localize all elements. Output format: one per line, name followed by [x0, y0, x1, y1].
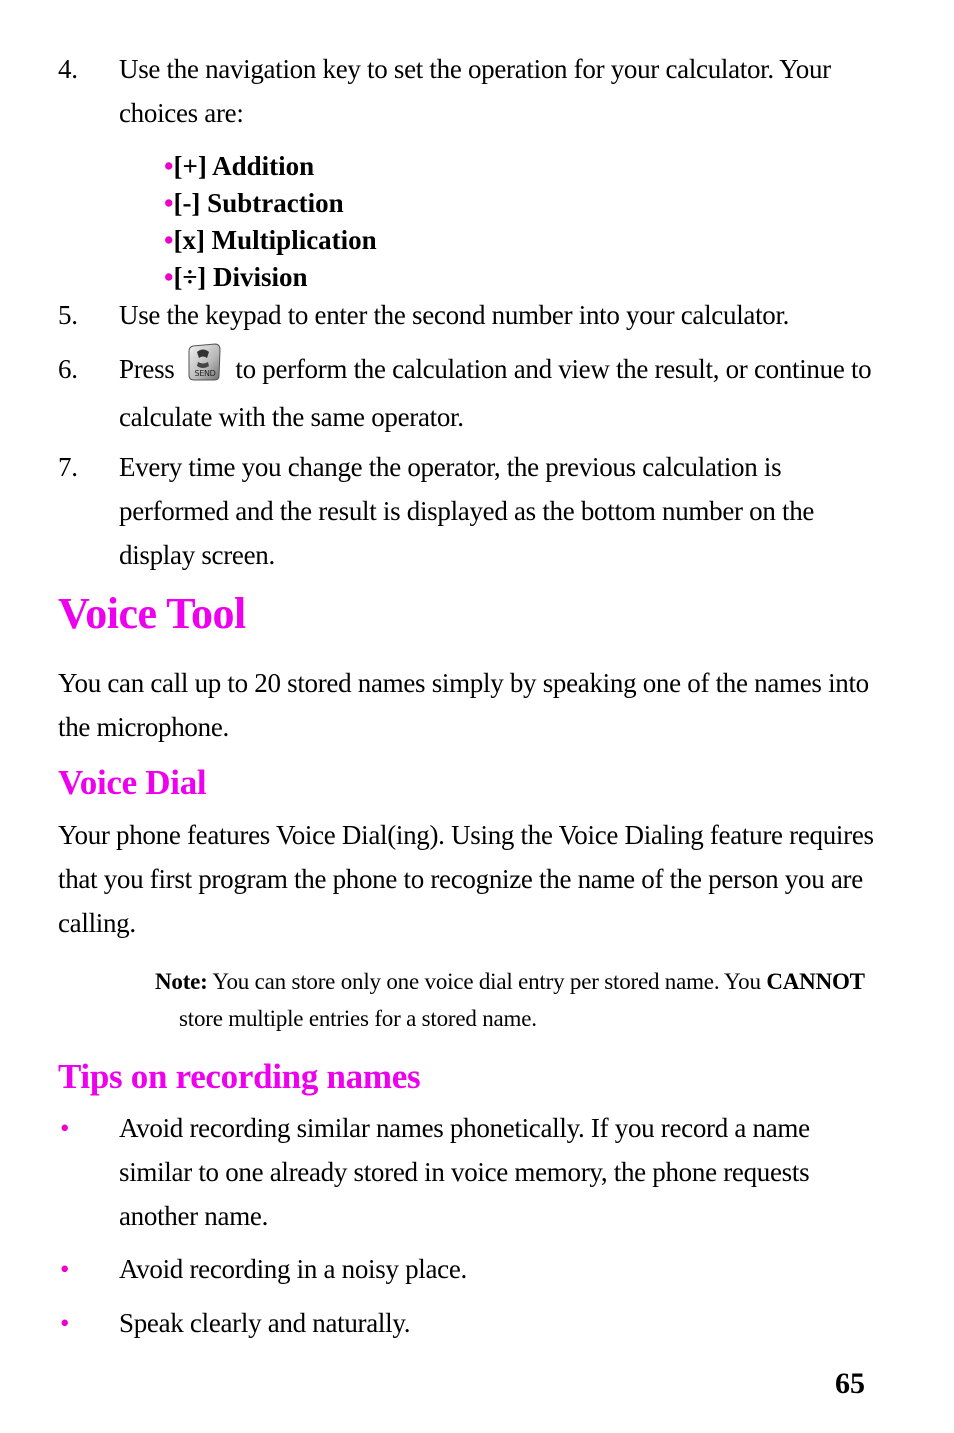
operation-item-division: [164, 259, 377, 296]
step-number: 6.: [58, 354, 78, 384]
svg-text:SEND: SEND: [194, 369, 216, 379]
voice-dial-text: Your phone features Voice Dial(ing). Using the Voice Dialing feature requires that you first program the phone to recognize the name of the person you are calling.: [58, 820, 874, 938]
step-number: 7.: [58, 452, 78, 482]
operation-label: [÷] Division: [173, 262, 308, 292]
operation-list: [164, 148, 377, 296]
operation-label: [x] Multiplication: [173, 225, 377, 255]
operation-label: [+] Addition: [173, 151, 315, 181]
subsection-heading-voice-dial: Voice Dial: [58, 763, 207, 802]
bullet-icon: •: [164, 151, 174, 181]
note-text-continued: store multiple entries for a stored name.: [179, 1006, 537, 1031]
step-text: Use the navigation key to set the operation for your calculator. Your choices are:: [119, 54, 831, 128]
operation-label: [-] Subtraction: [173, 188, 344, 218]
note-label: Note:: [155, 969, 208, 994]
step-text-after: to perform the calculation and view the result, or continue to calculate with the same operator.: [119, 354, 872, 433]
note-emphasis: CANNOT: [766, 969, 865, 994]
bullet-icon: •: [60, 1254, 70, 1284]
bullet-icon: •: [164, 262, 174, 292]
step-text: Use the keypad to enter the second number into your calculator.: [119, 300, 790, 330]
operation-item-multiplication: [164, 222, 377, 259]
bullet-icon: •: [60, 1113, 70, 1143]
bullet-icon: •: [164, 225, 174, 255]
subsection-heading-tips: Tips on recording names: [58, 1057, 421, 1096]
operation-item-addition: [164, 148, 377, 185]
step-text: Every time you change the operator, the previous calculation is performed and the result is displayed as the bottom number on the display screen.: [119, 452, 815, 570]
note-block: [155, 963, 885, 1037]
tip-item: Speak clearly and naturally.: [119, 1308, 411, 1338]
send-key-icon: [185, 342, 223, 395]
step-text-before: Press: [119, 354, 175, 384]
section-heading-voice-tool: Voice Tool: [58, 589, 246, 638]
bullet-icon: •: [164, 188, 174, 218]
step-number: 5.: [58, 300, 78, 330]
operation-item-subtraction: [164, 185, 377, 222]
step-text: [119, 347, 879, 439]
step-number: 4.: [58, 54, 78, 84]
voice-tool-intro: You can call up to 20 stored names simply by speaking one of the names into the microphone.: [58, 668, 869, 742]
bullet-icon: •: [60, 1308, 70, 1338]
note-text: You can store only one voice dial entry per stored name. You: [212, 969, 761, 994]
tip-item: Avoid recording in a noisy place.: [119, 1254, 467, 1284]
tip-item: Avoid recording similar names phonetically. If you record a name similar to one already stored in voice memory, the phone requests another name.: [119, 1113, 810, 1231]
page-number: 65: [835, 1367, 865, 1400]
